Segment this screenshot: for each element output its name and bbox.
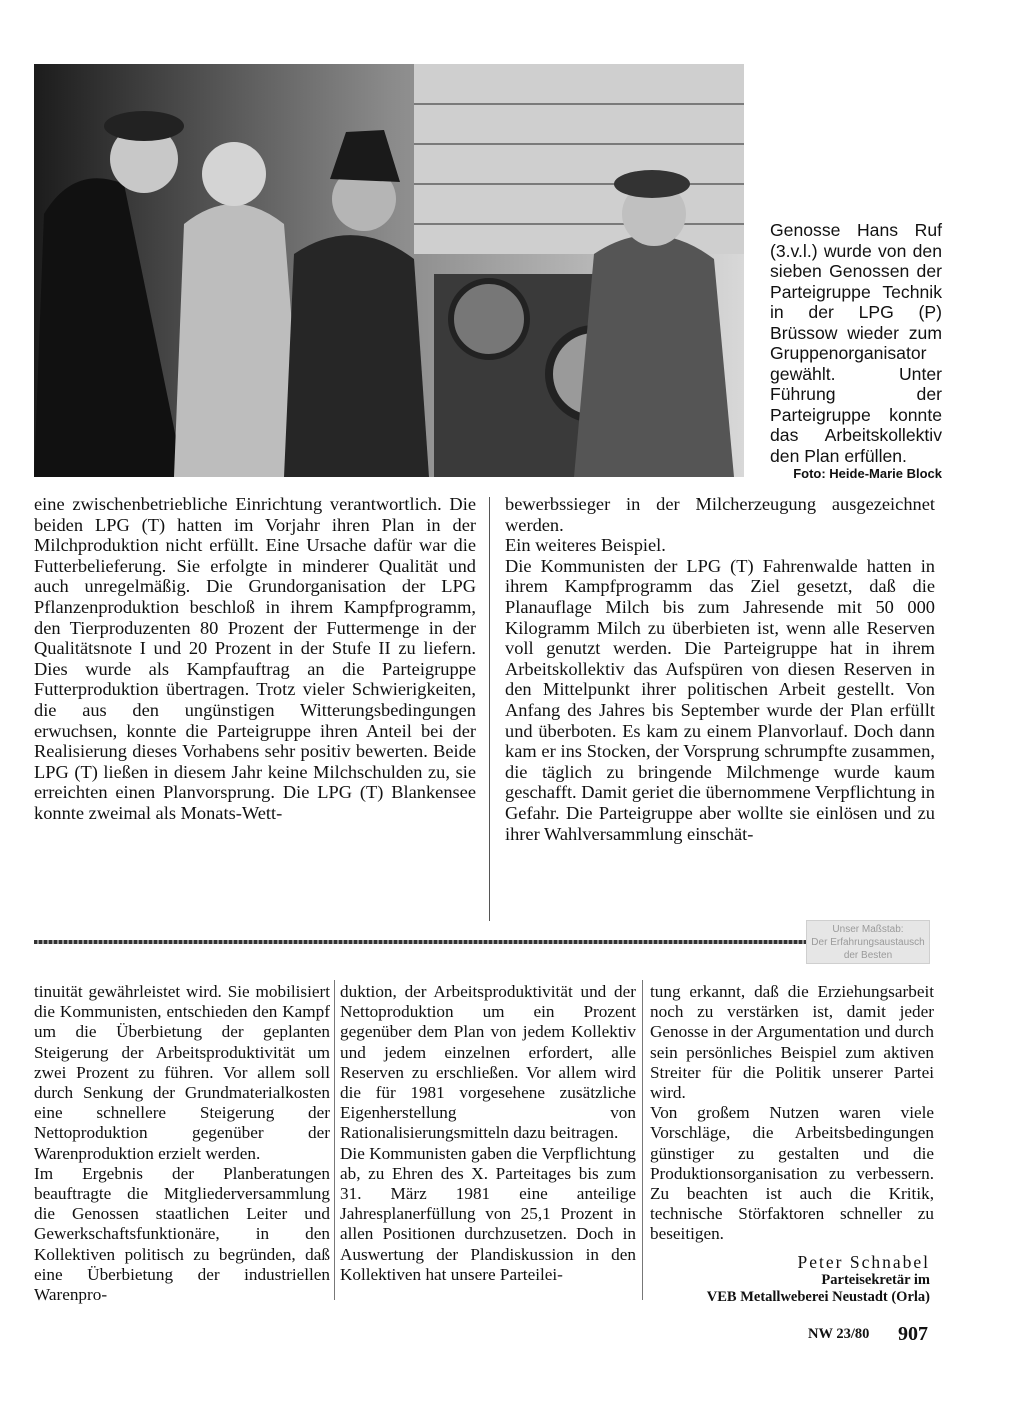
paragraph: tinuität gewährleistet wird. Sie mobilisiert die Kommunisten, entschieden den Kampf um die Überbietung der geplanten Steigerung der Arbeitsproduktivität um zwei Prozent zu führen. Vor allem soll durch Senkung der Grundmaterialkosten eine schnellere Steigerung der Nettoproduktion gegenüber der Warenproduktion erzielt werden. (34, 982, 330, 1163)
paragraph: Die Kommunisten der LPG (T) Fahrenwalde hatten in ihrem Kampfprogramm das Ziel gesetzt, daß die Planauflage Milch bis zum Jahresende mit 50 000 Kilogramm Milch zu überbieten ist, wenn alle Reserven voll genutzt werden. Die Parteigruppe hat in ihrem Arbeitskollektiv das Aufspüren von diesen Reserven in den Mittelpunkt ihrer politischen Arbeit gestellt. Von Anfang des Jahres bis September wurde der Plan erfüllt und überboten. Es kam zu einem Planvorlauf. Doch dann kam er ins Stocken, der Vorsprung schrumpfte zusammen, die täglich zu bringende Milchmenge wurde kaum geschafft. Damit geriet die übernommene Verpflichtung in Gefahr. Die Parteigruppe aber wollte sie einlösen und zu ihrer Wahlversammlung einschät- (505, 555, 935, 844)
stamp-line: Unser Maßstab: (832, 924, 904, 935)
paragraph: bewerbssieger in der Milcherzeugung ausgezeichnet werden. (505, 494, 935, 535)
column-divider (489, 497, 490, 921)
photo-credit: Foto: Heide-Marie Block (793, 466, 942, 481)
author-name: Peter Schnabel (797, 1252, 930, 1272)
photo-caption-text: Genosse Hans Ruf (3.v.l.) wurde von den sieben Genossen der Parteigruppe Technik in der LPG (P) Brüssow wieder zum Gruppenorganisator gewählt. Unter Führung der Parteigruppe konnte das Arbeitskollektiv den Plan erfüllen. (770, 220, 942, 466)
paragraph: Im Ergebnis der Planberatungen beauftragte die Mitgliederversammlung die Genossen staatlichen Leiter und Gewerkschaftsfunktionäre, in den Kollektiven politisch zu begründen, daß eine Überbietung der industriellen Warenpro- (34, 1163, 330, 1305)
author-role: Parteisekretär im (821, 1272, 930, 1288)
article-bottom-column-3 (650, 982, 934, 1245)
workshop-photo-illustration (34, 64, 744, 477)
author-affiliation: VEB Metallweberei Neustadt (Orla) (706, 1289, 930, 1305)
photo-caption (770, 220, 942, 482)
paragraph: Ein weiteres Beispiel. (505, 535, 666, 556)
stamp-line: Der Erfahrungsaustausch (811, 937, 925, 948)
page-number: 907 (898, 1323, 928, 1345)
author-signature (652, 1252, 930, 1306)
column-divider (642, 980, 643, 1300)
column-divider (334, 980, 335, 1300)
issue-label: NW 23/80 (808, 1326, 870, 1342)
paragraph: duktion, der Arbeitsproduktivität und der Nettoproduktion um ein Prozent gegenüber dem Plan von jedem Kollektiv und jedem einzelnen erfordert, alle Reserven zu erschließen. Vor allem wird die für 1981 vorgesehene zusätzliche Eigenherstellung von Rationalisierungsmitteln dazu beitragen. (340, 982, 636, 1143)
article-bottom-column-2 (340, 982, 636, 1285)
article-bottom-column-1 (34, 982, 330, 1305)
stamp-line: der Besten (843, 950, 893, 961)
paragraph: Von großem Nutzen waren viele Vorschläge, die Arbeitsbedingungen günstiger zu gestalten und die Produktionsorganisation zu verbessern. Zu beachten ist auch die Kritik, technische Störfaktoren schneller zu beseitigen. (650, 1103, 934, 1244)
section-stamp (806, 920, 930, 964)
paragraph: tung erkannt, daß die Erziehungsarbeit noch zu verstärken ist, damit jeder Genosse in der Argumentation und durch sein persönliches Beispiel zum aktiven Streiter für die Politik unserer Partei wird. (650, 982, 934, 1103)
article-top-column-2 (505, 494, 935, 844)
article-top-column-1 (34, 494, 476, 824)
article-photo (34, 64, 744, 477)
paragraph: Die Kommunisten gaben die Verpflichtung ab, zu Ehren des X. Parteitages bis zum 31. März 1981 eine anteilige Jahresplanerfüllung von 25,1 Prozent in allen Positionen durchzusetzen. Doch in Auswertung der Plandiskussion in den Kollektiven hat unsere Parteilei- (340, 1143, 636, 1284)
paragraph: eine zwischenbetriebliche Einrichtung verantwortlich. Die beiden LPG (T) hatten im Vorjahr ihren Plan in der Milchproduktion nicht erfüllt. Eine Ursache dafür war die Futterbelieferung. Sie erfolgte in minderer Qualität und auch unregelmäßig. Die Grundorganisation der LPG Pflanzenproduktion beschloß in ihrem Kampfprogramm, den Tierproduzenten 80 Prozent der Futtermenge in der Qualitätsnote I und 20 Prozent in der Stufe II zu liefern. Dies wurde als Kampfauftrag an die Parteigruppe Futterproduktion übertragen. Trotz vieler Schwierigkeiten, die aus den ungünstigen Witterungsbedingungen erwuchsen, konnte die Parteigruppe ihren Anteil bei der Realisierung dieses Vorhabens sehr positiv bewerten. Beide LPG (T) ließen in diesem Jahr keine Milchschulden zu, sie erreichten einen Planvorsprung. Die LPG (T) Blankensee konnte zweimal als Monats-Wett- (34, 494, 476, 823)
section-separator (34, 940, 924, 944)
